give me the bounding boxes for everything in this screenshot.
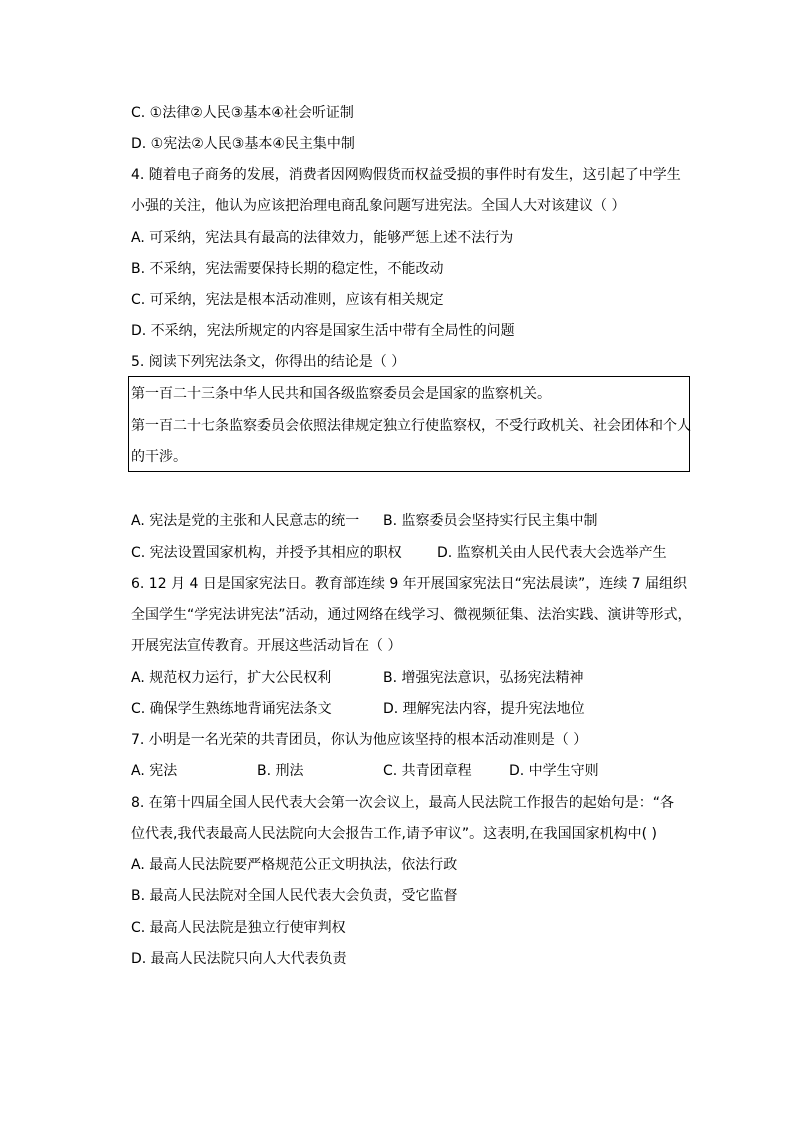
q4-option-c: C. 可采纳，宪法是根本活动准则，应该有相关规定 bbox=[131, 292, 444, 308]
quote-article-127-line1: 第一百二十七条监察委员会依照法律规定独立行使监察权，不受行政机关、社会团体和个人 bbox=[131, 418, 691, 434]
q8-stem-line1: 8. 在第十四届全国人民代表大会第一次会议上，最高人民法院工作报告的起始句是：“各 bbox=[131, 795, 675, 811]
q3-option-d: D. ①宪法②人民③基本④民主集中制 bbox=[131, 136, 355, 152]
q6-stem-line3: 开展宪法宣传教育。开展这些活动旨在（ ） bbox=[131, 638, 402, 654]
q4-stem-line2: 小强的关注，他认为应该把治理电商乱象问题写进宪法。全国人大对该建议（ ） bbox=[131, 198, 626, 214]
q8-option-b: B. 最高人民法院对全国人民代表大会负责，受它监督 bbox=[131, 888, 458, 904]
q5-option-a: A. 宪法是党的主张和人民意志的统一 bbox=[131, 513, 360, 529]
q4-stem-line1: 4. 随着电子商务的发展，消费者因网购假货而权益受损的事件时有发生，这引起了中学生 bbox=[131, 167, 681, 183]
q3-option-c: C. ①法律②人民③基本④社会听证制 bbox=[131, 105, 354, 121]
q5-option-b: B. 监察委员会坚持实行民主集中制 bbox=[383, 513, 598, 529]
q4-option-d: D. 不采纳，宪法所规定的内容是国家生活中带有全局性的问题 bbox=[131, 323, 515, 339]
q5-options-row1 bbox=[131, 511, 598, 531]
q6-option-a: A. 规范权力运行，扩大公民权利 bbox=[131, 670, 332, 686]
q7-option-c: C. 共青团章程 bbox=[383, 763, 472, 779]
q8-option-d: D. 最高人民法院只向人大代表负责 bbox=[131, 951, 347, 967]
q4-option-a: A. 可采纳，宪法具有最高的法律效力，能够严惩上述不法行为 bbox=[131, 230, 514, 246]
q7-options-row bbox=[131, 761, 599, 781]
q5-stem: 5. 阅读下列宪法条文，你得出的结论是（ ） bbox=[131, 354, 406, 370]
q6-stem-line1: 6. 12 月 4 日是国家宪法日。教育部连续 9 年开展国家宪法日“宪法晨读”，连续 7 届组织 bbox=[131, 576, 687, 592]
quote-article-123: 第一百二十三条中华人民共和国各级监察委员会是国家的监察机关。 bbox=[131, 386, 551, 402]
q5-options-row2 bbox=[131, 543, 667, 563]
quote-article-127-line2: 的干涉。 bbox=[131, 449, 187, 465]
q6-stem-line2: 全国学生“学宪法讲宪法”活动，通过网络在线学习、微视频征集、法治实践、演讲等形式， bbox=[131, 607, 692, 623]
q8-option-a: A. 最高人民法院要严格规范公正文明执法，依法行政 bbox=[131, 857, 458, 873]
q6-option-b: B. 增强宪法意识，弘扬宪法精神 bbox=[383, 670, 584, 686]
q4-option-b: B. 不采纳，宪法需要保持长期的稳定性，不能改动 bbox=[131, 261, 444, 277]
q7-stem: 7. 小明是一名光荣的共青团员，你认为他应该坚持的根本活动准则是（ ） bbox=[131, 732, 588, 748]
q5-option-c: C. 宪法设置国家机构，并授予其相应的职权 bbox=[131, 545, 402, 561]
q7-option-a: A. 宪法 bbox=[131, 763, 178, 779]
q7-option-d: D. 中学生守则 bbox=[509, 763, 599, 779]
q8-stem-line2: 位代表,我代表最高人民法院向大会报告工作,请予审议”。这表明,在我国国家机构中( ) bbox=[131, 826, 657, 842]
q6-options-row2 bbox=[131, 699, 585, 719]
q6-options-row1 bbox=[131, 668, 584, 688]
q7-option-b: B. 刑法 bbox=[257, 763, 304, 779]
q6-option-d: D. 理解宪法内容，提升宪法地位 bbox=[383, 701, 585, 717]
q5-option-d: D. 监察机关由人民代表大会选举产生 bbox=[437, 545, 667, 561]
constitution-quote-box bbox=[128, 376, 690, 472]
q8-option-c: C. 最高人民法院是独立行使审判权 bbox=[131, 920, 346, 936]
q6-option-c: C. 确保学生熟练地背诵宪法条文 bbox=[131, 701, 332, 717]
